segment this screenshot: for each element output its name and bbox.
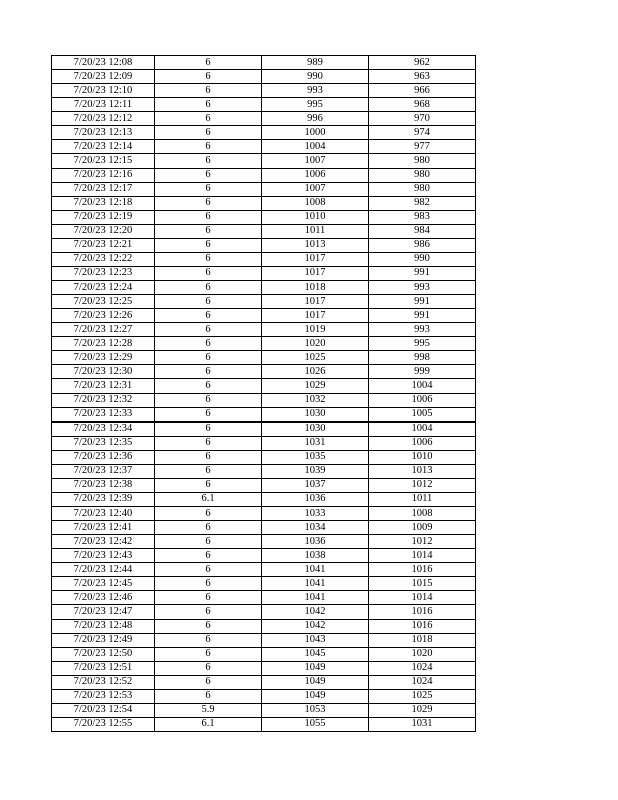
- value-a-cell: 6: [155, 351, 262, 365]
- table-row: [52, 70, 476, 84]
- table-row: [52, 633, 476, 647]
- value-a-cell: 6: [155, 379, 262, 393]
- value-b-cell: 1017: [262, 295, 369, 309]
- value-b-cell: 1007: [262, 154, 369, 168]
- timestamp-cell: 7/20/23 12:51: [52, 661, 155, 675]
- table-row: [52, 112, 476, 126]
- value-a-cell: 6: [155, 563, 262, 577]
- value-a-cell: 6: [155, 605, 262, 619]
- value-c-cell: 995: [369, 337, 476, 351]
- value-b-cell: 1017: [262, 266, 369, 280]
- timestamp-cell: 7/20/23 12:38: [52, 478, 155, 492]
- value-a-cell: 6: [155, 182, 262, 196]
- value-b-cell: 1038: [262, 549, 369, 563]
- value-b-cell: 1042: [262, 605, 369, 619]
- value-c-cell: 1010: [369, 450, 476, 464]
- value-a-cell: 6: [155, 266, 262, 280]
- value-a-cell: 6: [155, 393, 262, 407]
- value-c-cell: 993: [369, 281, 476, 295]
- value-b-cell: 1010: [262, 210, 369, 224]
- value-c-cell: 1020: [369, 647, 476, 661]
- table-row: [52, 196, 476, 210]
- value-b-cell: 1011: [262, 224, 369, 238]
- timestamp-cell: 7/20/23 12:46: [52, 591, 155, 605]
- value-b-cell: 1017: [262, 309, 369, 323]
- timestamp-cell: 7/20/23 12:20: [52, 224, 155, 238]
- value-c-cell: 968: [369, 98, 476, 112]
- table-row: [52, 492, 476, 506]
- table-row: [52, 266, 476, 280]
- table-row: [52, 689, 476, 703]
- table-row: [52, 577, 476, 591]
- value-a-cell: 6: [155, 56, 262, 70]
- table-body: [52, 56, 476, 732]
- value-a-cell: 6: [155, 112, 262, 126]
- value-a-cell: 5.9: [155, 703, 262, 717]
- timestamp-cell: 7/20/23 12:23: [52, 266, 155, 280]
- value-a-cell: 6: [155, 84, 262, 98]
- value-a-cell: 6: [155, 422, 262, 437]
- value-c-cell: 1016: [369, 563, 476, 577]
- value-b-cell: 1041: [262, 563, 369, 577]
- value-b-cell: 1033: [262, 507, 369, 521]
- data-table: [51, 55, 476, 732]
- table-row: [52, 535, 476, 549]
- value-b-cell: 1004: [262, 140, 369, 154]
- table-row: [52, 464, 476, 478]
- value-c-cell: 1015: [369, 577, 476, 591]
- timestamp-cell: 7/20/23 12:40: [52, 507, 155, 521]
- value-c-cell: 1012: [369, 478, 476, 492]
- table-row: [52, 436, 476, 450]
- table-row: [52, 140, 476, 154]
- value-a-cell: 6: [155, 154, 262, 168]
- timestamp-cell: 7/20/23 12:32: [52, 393, 155, 407]
- value-c-cell: 1018: [369, 633, 476, 647]
- value-a-cell: 6.1: [155, 492, 262, 506]
- value-a-cell: 6: [155, 661, 262, 675]
- table-row: [52, 450, 476, 464]
- value-c-cell: 1004: [369, 422, 476, 437]
- table-row: [52, 717, 476, 731]
- value-b-cell: 1041: [262, 577, 369, 591]
- value-a-cell: 6: [155, 238, 262, 252]
- value-a-cell: 6: [155, 436, 262, 450]
- table-row: [52, 521, 476, 535]
- value-b-cell: 1008: [262, 196, 369, 210]
- value-c-cell: 1011: [369, 492, 476, 506]
- table-row: [52, 703, 476, 717]
- timestamp-cell: 7/20/23 12:44: [52, 563, 155, 577]
- value-c-cell: 974: [369, 126, 476, 140]
- value-a-cell: 6: [155, 70, 262, 84]
- timestamp-cell: 7/20/23 12:25: [52, 295, 155, 309]
- timestamp-cell: 7/20/23 12:50: [52, 647, 155, 661]
- timestamp-cell: 7/20/23 12:13: [52, 126, 155, 140]
- table-row: [52, 605, 476, 619]
- value-b-cell: 1036: [262, 492, 369, 506]
- value-b-cell: 1017: [262, 252, 369, 266]
- value-b-cell: 989: [262, 56, 369, 70]
- value-b-cell: 1037: [262, 478, 369, 492]
- value-a-cell: 6: [155, 140, 262, 154]
- timestamp-cell: 7/20/23 12:41: [52, 521, 155, 535]
- table-row: [52, 238, 476, 252]
- timestamp-cell: 7/20/23 12:45: [52, 577, 155, 591]
- value-b-cell: 1034: [262, 521, 369, 535]
- table-row: [52, 365, 476, 379]
- table-row: [52, 98, 476, 112]
- value-c-cell: 1006: [369, 393, 476, 407]
- timestamp-cell: 7/20/23 12:48: [52, 619, 155, 633]
- value-c-cell: 1016: [369, 605, 476, 619]
- timestamp-cell: 7/20/23 12:43: [52, 549, 155, 563]
- timestamp-cell: 7/20/23 12:33: [52, 407, 155, 422]
- timestamp-cell: 7/20/23 12:11: [52, 98, 155, 112]
- value-b-cell: 1032: [262, 393, 369, 407]
- value-c-cell: 1029: [369, 703, 476, 717]
- timestamp-cell: 7/20/23 12:35: [52, 436, 155, 450]
- value-a-cell: 6: [155, 98, 262, 112]
- table-row: [52, 84, 476, 98]
- table-row: [52, 619, 476, 633]
- value-b-cell: 1029: [262, 379, 369, 393]
- value-a-cell: 6: [155, 521, 262, 535]
- value-c-cell: 999: [369, 365, 476, 379]
- value-c-cell: 962: [369, 56, 476, 70]
- value-b-cell: 1053: [262, 703, 369, 717]
- value-c-cell: 1031: [369, 717, 476, 731]
- value-b-cell: 1041: [262, 591, 369, 605]
- value-c-cell: 1014: [369, 591, 476, 605]
- table-row: [52, 154, 476, 168]
- timestamp-cell: 7/20/23 12:28: [52, 337, 155, 351]
- value-b-cell: 1042: [262, 619, 369, 633]
- timestamp-cell: 7/20/23 12:14: [52, 140, 155, 154]
- value-a-cell: 6: [155, 689, 262, 703]
- value-a-cell: 6: [155, 507, 262, 521]
- timestamp-cell: 7/20/23 12:55: [52, 717, 155, 731]
- value-a-cell: 6: [155, 407, 262, 422]
- value-b-cell: 1030: [262, 407, 369, 422]
- value-c-cell: 1024: [369, 675, 476, 689]
- table-row: [52, 379, 476, 393]
- value-a-cell: 6: [155, 224, 262, 238]
- value-b-cell: 1019: [262, 323, 369, 337]
- value-c-cell: 970: [369, 112, 476, 126]
- timestamp-cell: 7/20/23 12:34: [52, 422, 155, 437]
- value-a-cell: 6: [155, 535, 262, 549]
- value-b-cell: 1043: [262, 633, 369, 647]
- value-b-cell: 1035: [262, 450, 369, 464]
- value-a-cell: 6: [155, 323, 262, 337]
- table-row: [52, 393, 476, 407]
- timestamp-cell: 7/20/23 12:36: [52, 450, 155, 464]
- value-c-cell: 986: [369, 238, 476, 252]
- value-c-cell: 977: [369, 140, 476, 154]
- timestamp-cell: 7/20/23 12:19: [52, 210, 155, 224]
- timestamp-cell: 7/20/23 12:18: [52, 196, 155, 210]
- value-c-cell: 993: [369, 323, 476, 337]
- value-a-cell: 6: [155, 577, 262, 591]
- timestamp-cell: 7/20/23 12:53: [52, 689, 155, 703]
- timestamp-cell: 7/20/23 12:47: [52, 605, 155, 619]
- value-c-cell: 1008: [369, 507, 476, 521]
- value-c-cell: 980: [369, 154, 476, 168]
- timestamp-cell: 7/20/23 12:09: [52, 70, 155, 84]
- value-b-cell: 1026: [262, 365, 369, 379]
- timestamp-cell: 7/20/23 12:26: [52, 309, 155, 323]
- value-b-cell: 1039: [262, 464, 369, 478]
- timestamp-cell: 7/20/23 12:16: [52, 168, 155, 182]
- value-c-cell: 980: [369, 182, 476, 196]
- value-a-cell: 6: [155, 295, 262, 309]
- value-c-cell: 1024: [369, 661, 476, 675]
- value-c-cell: 998: [369, 351, 476, 365]
- value-a-cell: 6: [155, 478, 262, 492]
- value-b-cell: 1031: [262, 436, 369, 450]
- value-c-cell: 982: [369, 196, 476, 210]
- value-a-cell: 6: [155, 647, 262, 661]
- value-a-cell: 6: [155, 365, 262, 379]
- timestamp-cell: 7/20/23 12:30: [52, 365, 155, 379]
- value-b-cell: 990: [262, 70, 369, 84]
- table-row: [52, 252, 476, 266]
- value-c-cell: 1004: [369, 379, 476, 393]
- timestamp-cell: 7/20/23 12:29: [52, 351, 155, 365]
- timestamp-cell: 7/20/23 12:10: [52, 84, 155, 98]
- value-c-cell: 991: [369, 266, 476, 280]
- table-row: [52, 675, 476, 689]
- value-c-cell: 1025: [369, 689, 476, 703]
- timestamp-cell: 7/20/23 12:31: [52, 379, 155, 393]
- table-row: [52, 126, 476, 140]
- value-a-cell: 6: [155, 210, 262, 224]
- value-a-cell: 6: [155, 168, 262, 182]
- value-c-cell: 991: [369, 309, 476, 323]
- table-row: [52, 168, 476, 182]
- value-c-cell: 1006: [369, 436, 476, 450]
- value-c-cell: 980: [369, 168, 476, 182]
- value-a-cell: 6: [155, 450, 262, 464]
- table-row: [52, 56, 476, 70]
- table-row: [52, 407, 476, 422]
- value-a-cell: 6: [155, 619, 262, 633]
- value-b-cell: 1030: [262, 422, 369, 437]
- value-a-cell: 6: [155, 252, 262, 266]
- value-c-cell: 983: [369, 210, 476, 224]
- value-b-cell: 1000: [262, 126, 369, 140]
- table-row: [52, 478, 476, 492]
- timestamp-cell: 7/20/23 12:52: [52, 675, 155, 689]
- value-b-cell: 1025: [262, 351, 369, 365]
- value-a-cell: 6: [155, 281, 262, 295]
- value-b-cell: 1049: [262, 675, 369, 689]
- value-c-cell: 990: [369, 252, 476, 266]
- value-a-cell: 6: [155, 591, 262, 605]
- timestamp-cell: 7/20/23 12:42: [52, 535, 155, 549]
- timestamp-cell: 7/20/23 12:21: [52, 238, 155, 252]
- table-row: [52, 647, 476, 661]
- table-row: [52, 591, 476, 605]
- timestamp-cell: 7/20/23 12:37: [52, 464, 155, 478]
- value-a-cell: 6: [155, 675, 262, 689]
- timestamp-cell: 7/20/23 12:49: [52, 633, 155, 647]
- value-a-cell: 6: [155, 464, 262, 478]
- value-a-cell: 6: [155, 309, 262, 323]
- value-a-cell: 6.1: [155, 717, 262, 731]
- value-c-cell: 1014: [369, 549, 476, 563]
- value-b-cell: 1045: [262, 647, 369, 661]
- timestamp-cell: 7/20/23 12:54: [52, 703, 155, 717]
- timestamp-cell: 7/20/23 12:12: [52, 112, 155, 126]
- table-row: [52, 224, 476, 238]
- value-c-cell: 1012: [369, 535, 476, 549]
- table-row: [52, 323, 476, 337]
- table-row: [52, 351, 476, 365]
- table-row: [52, 309, 476, 323]
- table-row: [52, 563, 476, 577]
- value-b-cell: 1020: [262, 337, 369, 351]
- table-row: [52, 337, 476, 351]
- table-row: [52, 661, 476, 675]
- value-b-cell: 1049: [262, 661, 369, 675]
- timestamp-cell: 7/20/23 12:17: [52, 182, 155, 196]
- value-b-cell: 1018: [262, 281, 369, 295]
- value-b-cell: 1006: [262, 168, 369, 182]
- value-b-cell: 1049: [262, 689, 369, 703]
- timestamp-cell: 7/20/23 12:22: [52, 252, 155, 266]
- value-a-cell: 6: [155, 633, 262, 647]
- timestamp-cell: 7/20/23 12:24: [52, 281, 155, 295]
- value-c-cell: 1013: [369, 464, 476, 478]
- value-b-cell: 1013: [262, 238, 369, 252]
- value-b-cell: 995: [262, 98, 369, 112]
- value-a-cell: 6: [155, 126, 262, 140]
- value-c-cell: 991: [369, 295, 476, 309]
- timestamp-cell: 7/20/23 12:27: [52, 323, 155, 337]
- table-row: [52, 182, 476, 196]
- value-b-cell: 1007: [262, 182, 369, 196]
- table-row: [52, 281, 476, 295]
- table-row: [52, 295, 476, 309]
- value-c-cell: 1016: [369, 619, 476, 633]
- value-a-cell: 6: [155, 337, 262, 351]
- value-b-cell: 996: [262, 112, 369, 126]
- value-c-cell: 1009: [369, 521, 476, 535]
- timestamp-cell: 7/20/23 12:08: [52, 56, 155, 70]
- value-b-cell: 1036: [262, 535, 369, 549]
- value-c-cell: 984: [369, 224, 476, 238]
- value-c-cell: 1005: [369, 407, 476, 422]
- table-row: [52, 210, 476, 224]
- value-b-cell: 993: [262, 84, 369, 98]
- timestamp-cell: 7/20/23 12:15: [52, 154, 155, 168]
- value-b-cell: 1055: [262, 717, 369, 731]
- table-row: [52, 549, 476, 563]
- value-c-cell: 963: [369, 70, 476, 84]
- table-row: [52, 422, 476, 437]
- value-c-cell: 966: [369, 84, 476, 98]
- value-a-cell: 6: [155, 549, 262, 563]
- value-a-cell: 6: [155, 196, 262, 210]
- table-row: [52, 507, 476, 521]
- timestamp-cell: 7/20/23 12:39: [52, 492, 155, 506]
